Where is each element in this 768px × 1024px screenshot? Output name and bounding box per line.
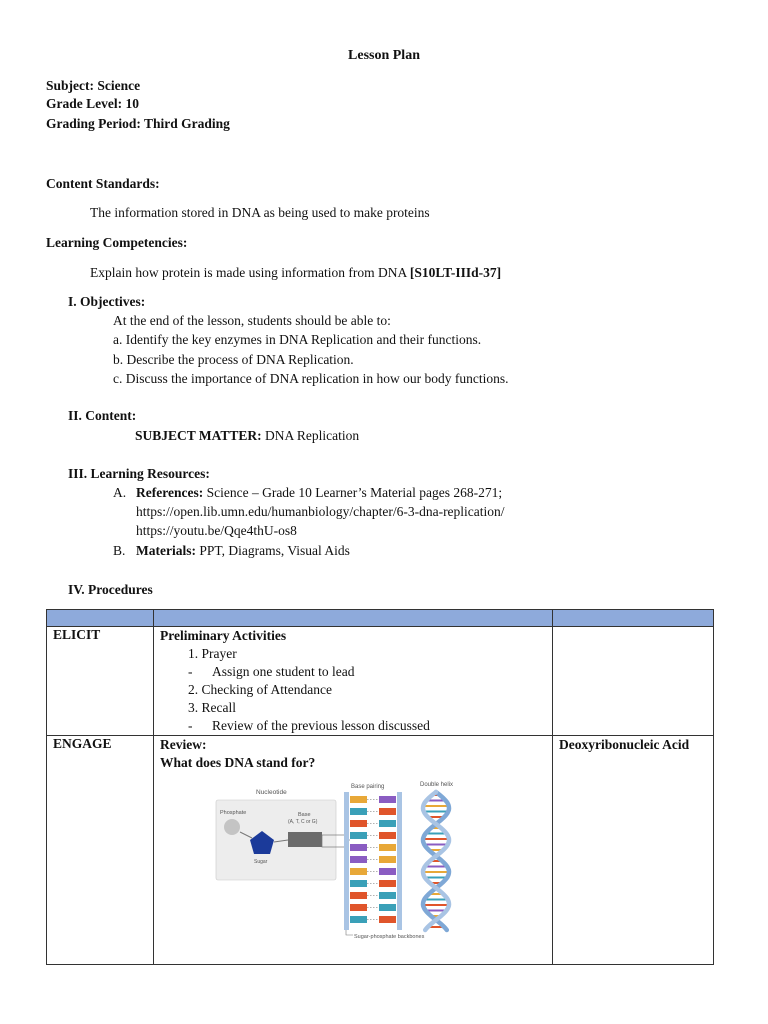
content-standards-heading: Content Standards: [46,176,160,191]
elicit-content [154,627,553,736]
period-label: Grading Period: [46,116,141,131]
engage-content [154,736,553,965]
elicit-notes [553,627,714,736]
base-block [350,892,367,899]
base-block [350,808,367,815]
competency-code: [S10LT-IIId-37] [409,265,502,280]
references-label: References: [136,485,204,500]
header-cell [553,610,714,627]
base-block [379,892,396,899]
sugar-label: Sugar [254,859,268,865]
list-item: - Review of the previous lesson discussed [188,718,430,733]
base-block [379,796,396,803]
list-item: 1. Prayer [188,646,237,661]
base-block [350,880,367,887]
resources-heading: III. Learning Resources: [68,466,210,481]
base-sub-label: (A, T, C or G) [288,819,318,825]
base-block [379,844,396,851]
phosphate-label: Phosphate [220,810,247,816]
competencies-heading: Learning Competencies: [46,235,188,250]
reference-link-umn[interactable]: https://open.lib.umn.edu/humanbiology/chapter/6-3-dna-replication/ [136,504,505,519]
engage-stage: ENGAGE [47,736,154,965]
list-item: - Assign one student to lead [188,664,355,679]
dna-structure-diagram [212,780,480,942]
elicit-row [47,627,714,736]
grade-value: 10 [125,96,139,111]
double-helix [423,792,449,930]
materials-line [136,543,350,559]
subject-matter-value: DNA Replication [261,428,360,443]
subject-matter-label: SUBJECT MATTER: [135,428,262,443]
base-block [379,880,396,887]
references-line [136,485,502,501]
backbone-right [397,792,402,930]
procedures-table [46,609,714,965]
base-block [350,844,367,851]
references-text: Science – Grade 10 Learner’s Material pages 268-271; [203,485,503,500]
objectives-intro: At the end of the lesson, students should be able to: [113,313,391,328]
base-block [350,916,367,923]
base-block [350,904,367,911]
grade-line [46,96,139,112]
base-block [350,820,367,827]
double-helix-label: Double helix [420,782,454,788]
base-block [379,808,396,815]
list-item: 3. Recall [188,700,236,715]
content-standards-text: The information stored in DNA as being used to make proteins [90,205,430,220]
backbone-label: Sugar-phosphate backbones [354,934,425,940]
page-title: Lesson Plan [348,48,420,63]
objective-item-a: a. Identify the key enzymes in DNA Replication and their functions. [113,332,482,347]
base-pairing-label: Base pairing [351,784,385,790]
base-shape [288,832,322,847]
elicit-stage: ELICIT [47,627,154,736]
engage-review: Review: [160,737,207,752]
base-block [379,916,396,923]
objective-item-b: b. Describe the process of DNA Replication. [113,352,354,367]
grade-label: Grade Level: [46,96,123,111]
base-pair-ladder [350,796,396,923]
procedures-header-row [47,610,714,627]
reference-link-youtube[interactable]: https://youtu.be/Qqe4thU-os8 [136,523,297,538]
competencies-line [90,265,501,281]
base-block [350,856,367,863]
base-block [379,868,396,875]
base-label: Base [298,812,311,818]
competencies-text: Explain how protein is made using information from DNA [90,265,410,280]
subject-matter-line [135,428,359,444]
reference-marker: A. [113,485,127,500]
procedures-heading: IV. Procedures [68,582,153,597]
engage-answer: Deoxyribonucleic Acid [553,736,714,965]
backbone-left [344,792,349,930]
base-block [350,832,367,839]
header-cell [154,610,553,627]
engage-question: What does DNA stand for? [160,755,316,770]
base-block [350,868,367,875]
subject-label: Subject: [46,78,94,93]
objectives-heading: I. Objectives: [68,294,146,309]
materials-label: Materials: [136,543,196,558]
base-block [350,796,367,803]
nucleotide-label: Nucleotide [256,789,287,796]
phosphate-shape [224,819,240,835]
subject-line [46,78,140,94]
period-line [46,116,230,132]
engage-row [47,736,714,965]
list-item: 2. Checking of Attendance [188,682,332,697]
elicit-title: Preliminary Activities [160,628,287,643]
base-block [379,856,396,863]
objective-item-c: c. Discuss the importance of DNA replication in how our body functions. [113,371,509,386]
materials-marker: B. [113,543,126,558]
subject-value: Science [97,78,141,93]
content-heading: II. Content: [68,408,137,423]
base-block [379,904,396,911]
header-cell [47,610,154,627]
period-value: Third Grading [144,116,230,131]
base-block [379,832,396,839]
base-block [379,820,396,827]
materials-text: PPT, Diagrams, Visual Aids [195,543,350,558]
